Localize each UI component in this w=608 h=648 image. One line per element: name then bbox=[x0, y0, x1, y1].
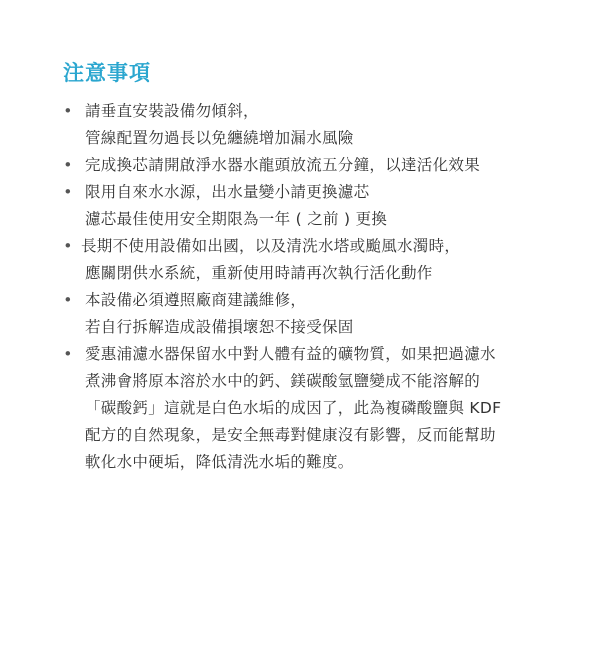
bullet-icon: • bbox=[63, 345, 73, 363]
notice-line: 本設備必須遵照廠商建議維修， bbox=[85, 291, 307, 309]
notice-title: 注意事項 bbox=[63, 61, 151, 85]
notice-item bbox=[63, 287, 583, 341]
notice-item bbox=[63, 233, 583, 287]
notice-list bbox=[63, 98, 583, 476]
bullet-icon: • bbox=[63, 156, 73, 174]
notice-line: 請垂直安裝設備勿傾斜， bbox=[85, 102, 259, 120]
notice-item bbox=[63, 341, 583, 476]
notice-line: 應關閉供水系統，重新使用時請再次執行活化動作 bbox=[85, 264, 433, 282]
bullet-icon: • bbox=[63, 237, 73, 255]
bullet-icon: • bbox=[63, 102, 73, 120]
notice-line: 完成換芯請開啟淨水器水龍頭放流五分鐘，以達活化效果 bbox=[85, 156, 481, 174]
notice-line: 煮沸會將原本溶於水中的鈣、鎂碳酸氫鹽變成不能溶解的 bbox=[85, 372, 481, 390]
notice-item bbox=[63, 179, 583, 233]
notice-line: 限用自來水水源，出水量變小請更換濾芯 bbox=[85, 183, 370, 201]
notice-line: 若自行拆解造成設備損壞恕不接受保固 bbox=[85, 318, 354, 336]
notice-line: 管線配置勿過長以免纏繞增加漏水風險 bbox=[85, 129, 354, 147]
notice-line: 長期不使用設備如出國，以及清洗水塔或颱風水濁時， bbox=[81, 237, 461, 255]
bullet-icon: • bbox=[63, 291, 73, 309]
notice-line: 軟化水中硬垢，降低清洗水垢的難度。 bbox=[85, 453, 354, 471]
notice-section bbox=[63, 58, 583, 476]
notice-item bbox=[63, 152, 583, 179]
notice-line: 濾芯最佳使用安全期限為一年 ( 之前 ) 更換 bbox=[85, 210, 388, 228]
notice-line: 「碳酸鈣」這就是白色水垢的成因了，此為複磷酸鹽與 KDF bbox=[85, 399, 502, 417]
notice-line: 配方的自然現象，是安全無毒對健康沒有影響，反而能幫助 bbox=[85, 426, 496, 444]
notice-line: 愛惠浦濾水器保留水中對人體有益的礦物質，如果把過濾水 bbox=[85, 345, 496, 363]
notice-item bbox=[63, 98, 583, 152]
bullet-icon: • bbox=[63, 183, 73, 201]
